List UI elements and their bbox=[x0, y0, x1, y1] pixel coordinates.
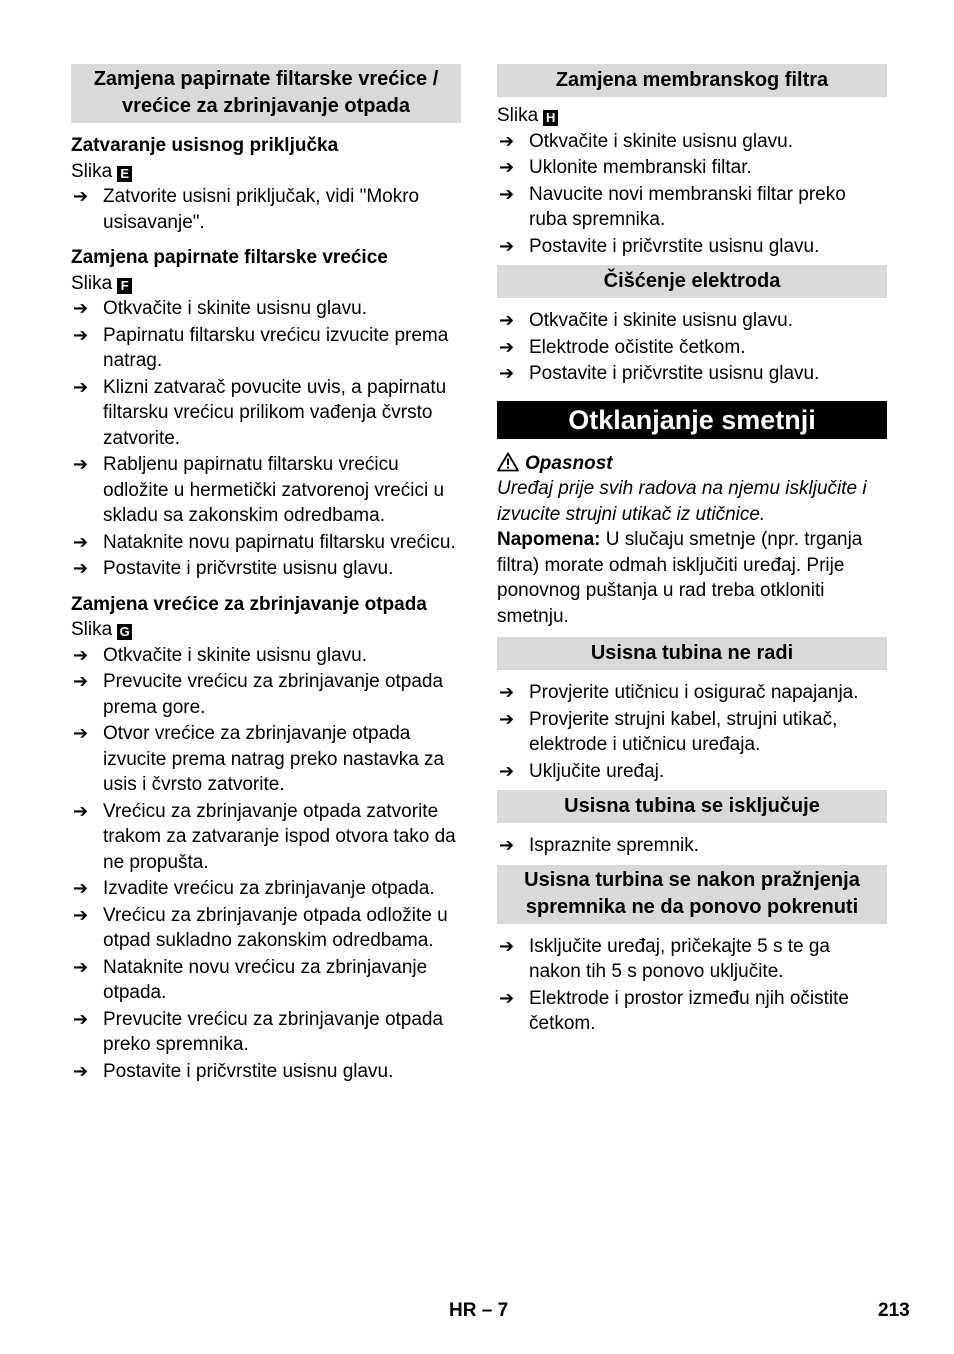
step-text: Vrećicu za zbrinjavanje otpada zatvorite trakom za zatvaranje ispod otvora tako da ne propušta. bbox=[103, 800, 456, 873]
step-text: Uklonite membranski filtar. bbox=[529, 157, 752, 178]
step-text: Klizni zatvarač povucite uvis, a papirnatu filtarsku vrećicu prilikom vađenja čvrsto zatvorite. bbox=[103, 376, 447, 449]
step-list bbox=[497, 129, 887, 260]
step-item bbox=[71, 669, 461, 720]
step-item bbox=[71, 184, 461, 235]
step-text: Postavite i pričvrstite usisnu glavu. bbox=[529, 363, 820, 384]
step-item bbox=[71, 876, 461, 902]
arrow-right-icon: ➔ bbox=[73, 723, 89, 744]
step-item bbox=[71, 955, 461, 1006]
step-text: Uključite uređaj. bbox=[529, 760, 665, 782]
section-title-bag-replacement bbox=[71, 64, 461, 123]
section-title-turbine-not-working: Usisna tubina ne radi bbox=[497, 637, 887, 670]
step-text: Rabljenu papirnatu filtarsku vrećicu odložite u hermetički zatvorenoj vrećici u skladu sa zakonskim odredbama. bbox=[103, 454, 445, 526]
section-title-line: Zamjena papirnate filtarske vrećice / bbox=[93, 68, 439, 90]
step-item bbox=[497, 680, 887, 706]
figure-label: Slika bbox=[71, 619, 113, 640]
step-text: Izvadite vrećicu za zbrinjavanje otpada. bbox=[103, 878, 435, 899]
step-text: Nataknite novu papirnatu filtarsku vrećicu. bbox=[103, 531, 456, 553]
step-list bbox=[497, 680, 887, 784]
step-list bbox=[71, 643, 461, 1085]
arrow-right-icon: ➔ bbox=[73, 376, 89, 398]
step-list bbox=[497, 308, 887, 387]
step-item bbox=[71, 1059, 461, 1085]
arrow-right-icon: ➔ bbox=[73, 1060, 89, 1082]
step-item bbox=[497, 182, 887, 233]
step-item bbox=[497, 934, 887, 985]
step-item bbox=[497, 986, 887, 1037]
step-text: Provjerite strujni kabel, strujni utikač, elektrode i utičnicu uređaja. bbox=[529, 708, 838, 755]
figure-reference bbox=[497, 103, 887, 129]
step-text: Elektrode očistite četkom. bbox=[529, 336, 746, 358]
step-text: Postavite i pričvrstite usisnu glavu. bbox=[529, 235, 820, 257]
step-list bbox=[497, 833, 887, 859]
arrow-right-icon: ➔ bbox=[73, 671, 89, 692]
step-item bbox=[497, 129, 887, 155]
step-item bbox=[71, 556, 461, 582]
step-text: Postavite i pričvrstite usisnu glavu. bbox=[103, 558, 394, 579]
chapter-title-troubleshooting: Otklanjanje smetnji bbox=[497, 401, 887, 439]
note-text: U slučaju smetnje (npr. trganja filtra) morate odmah isključiti uređaj. Prije ponovnog puštanja u rad treba otkloniti smetnju. bbox=[497, 529, 863, 627]
step-text: Otkvačite i skinite usisnu glavu. bbox=[529, 130, 794, 152]
arrow-right-icon: ➔ bbox=[73, 878, 89, 899]
arrow-right-icon: ➔ bbox=[499, 935, 515, 957]
arrow-right-icon: ➔ bbox=[73, 644, 89, 666]
step-text: Otkvačite i skinite usisnu glavu. bbox=[529, 310, 794, 331]
step-text: Papirnatu filtarsku vrećicu izvucite prema natrag. bbox=[103, 324, 449, 371]
section-title-line: spremnika ne da ponovo pokrenuti bbox=[525, 895, 859, 918]
step-item bbox=[497, 833, 887, 859]
figure-letter-icon: G bbox=[117, 624, 132, 640]
section-title-turbine-switches-off: Usisna tubina se isključuje bbox=[497, 790, 887, 823]
figure-reference bbox=[71, 617, 461, 643]
figure-reference bbox=[71, 271, 461, 297]
figure-reference bbox=[71, 159, 461, 185]
subheading-close-suction-port: Zatvaranje usisnog priključka bbox=[71, 135, 339, 156]
step-text: Otkvačite i skinite usisnu glavu. bbox=[103, 298, 368, 319]
step-text: Isključite uređaj, pričekajte 5 s te ga nakon tih 5 s ponovo uključite. bbox=[529, 935, 830, 982]
footer-language-page: HR – 7 bbox=[449, 1300, 509, 1321]
step-item bbox=[497, 308, 887, 334]
step-text: Otkvačite i skinite usisnu glavu. bbox=[103, 644, 368, 666]
step-text: Zatvorite usisni priključak, vidi "Mokro usisavanje". bbox=[103, 186, 420, 233]
section-title-turbine-no-restart bbox=[497, 865, 887, 924]
subheading-disposal-bag: Zamjena vrećice za zbrinjavanje otpada bbox=[71, 593, 427, 615]
arrow-right-icon: ➔ bbox=[499, 183, 515, 205]
arrow-right-icon: ➔ bbox=[499, 336, 515, 358]
step-item bbox=[497, 759, 887, 785]
subheading-paper-bag: Zamjena papirnate filtarske vrećice bbox=[71, 247, 388, 268]
step-text: Prevucite vrećicu za zbrinjavanje otpada prema gore. bbox=[103, 671, 444, 718]
step-text: Vrećicu za zbrinjavanje otpada odložite u otpad sukladno zakonskim odredbama. bbox=[103, 904, 448, 951]
step-item bbox=[497, 155, 887, 181]
step-item bbox=[71, 530, 461, 556]
step-list bbox=[71, 184, 461, 235]
arrow-right-icon: ➔ bbox=[499, 310, 515, 331]
arrow-right-icon: ➔ bbox=[73, 324, 89, 346]
danger-text: Uređaj prije svih radova na njemu isključite i izvucite strujni utikač iz utičnice. bbox=[497, 478, 867, 525]
arrow-right-icon: ➔ bbox=[73, 904, 89, 926]
step-item bbox=[71, 721, 461, 798]
right-column bbox=[497, 64, 887, 1039]
step-text: Navucite novi membranski filtar preko ruba spremnika. bbox=[529, 183, 846, 230]
note-label: Napomena: bbox=[497, 529, 601, 550]
step-item bbox=[71, 643, 461, 669]
step-item bbox=[71, 1007, 461, 1058]
step-list bbox=[497, 934, 887, 1037]
figure-label: Slika bbox=[497, 105, 539, 126]
step-item bbox=[497, 361, 887, 387]
figure-letter-icon: E bbox=[117, 166, 132, 182]
step-item bbox=[71, 375, 461, 452]
arrow-right-icon: ➔ bbox=[499, 157, 515, 178]
step-item bbox=[71, 323, 461, 374]
arrow-right-icon: ➔ bbox=[73, 531, 89, 553]
step-item bbox=[497, 707, 887, 758]
step-item bbox=[71, 799, 461, 876]
step-text: Elektrode i prostor između njih očistite četkom. bbox=[529, 987, 849, 1034]
section-title-membrane-filter: Zamjena membranskog filtra bbox=[497, 64, 887, 97]
step-item bbox=[71, 903, 461, 954]
arrow-right-icon: ➔ bbox=[73, 454, 89, 475]
section-title-electrode-cleaning: Čišćenje elektroda bbox=[497, 265, 887, 298]
danger-heading bbox=[497, 451, 887, 477]
figure-letter-icon: F bbox=[117, 278, 132, 294]
step-item bbox=[497, 234, 887, 260]
left-column bbox=[71, 64, 461, 1086]
arrow-right-icon: ➔ bbox=[499, 235, 515, 257]
arrow-right-icon: ➔ bbox=[73, 800, 89, 822]
step-text: Postavite i pričvrstite usisnu glavu. bbox=[103, 1060, 394, 1082]
step-text: Provjerite utičnicu i osigurač napajanja. bbox=[529, 682, 859, 703]
arrow-right-icon: ➔ bbox=[499, 835, 515, 856]
arrow-right-icon: ➔ bbox=[499, 708, 515, 730]
warning-triangle-icon bbox=[497, 452, 519, 472]
figure-label: Slika bbox=[71, 272, 113, 294]
step-text: Prevucite vrećicu za zbrinjavanje otpada preko spremnika. bbox=[103, 1008, 444, 1055]
danger-label: Opasnost bbox=[525, 452, 613, 474]
figure-letter-icon: H bbox=[543, 110, 558, 126]
section-title-line: vrećice za zbrinjavanje otpada bbox=[122, 95, 410, 117]
arrow-right-icon: ➔ bbox=[73, 298, 89, 319]
step-item bbox=[71, 296, 461, 322]
arrow-right-icon: ➔ bbox=[499, 130, 515, 152]
step-text: Ispraznite spremnik. bbox=[529, 835, 700, 856]
arrow-right-icon: ➔ bbox=[73, 186, 89, 207]
step-list bbox=[71, 296, 461, 582]
step-text: Nataknite novu vrećicu za zbrinjavanje otpada. bbox=[103, 956, 428, 1003]
note-paragraph bbox=[497, 527, 887, 629]
arrow-right-icon: ➔ bbox=[499, 987, 515, 1009]
arrow-right-icon: ➔ bbox=[73, 956, 89, 978]
step-item bbox=[497, 335, 887, 361]
section-title-line: Usisna turbina se nakon pražnjenja bbox=[524, 868, 860, 891]
step-text: Otvor vrećice za zbrinjavanje otpada izvucite prema natrag preko nastavka za usis i čvrsto zatvorite. bbox=[103, 723, 445, 795]
arrow-right-icon: ➔ bbox=[499, 682, 515, 703]
figure-label: Slika bbox=[71, 160, 113, 182]
step-item bbox=[71, 452, 461, 529]
arrow-right-icon: ➔ bbox=[499, 760, 515, 782]
arrow-right-icon: ➔ bbox=[499, 363, 515, 384]
arrow-right-icon: ➔ bbox=[73, 1008, 89, 1030]
footer-page-number: 213 bbox=[878, 1300, 910, 1321]
arrow-right-icon: ➔ bbox=[73, 558, 89, 579]
